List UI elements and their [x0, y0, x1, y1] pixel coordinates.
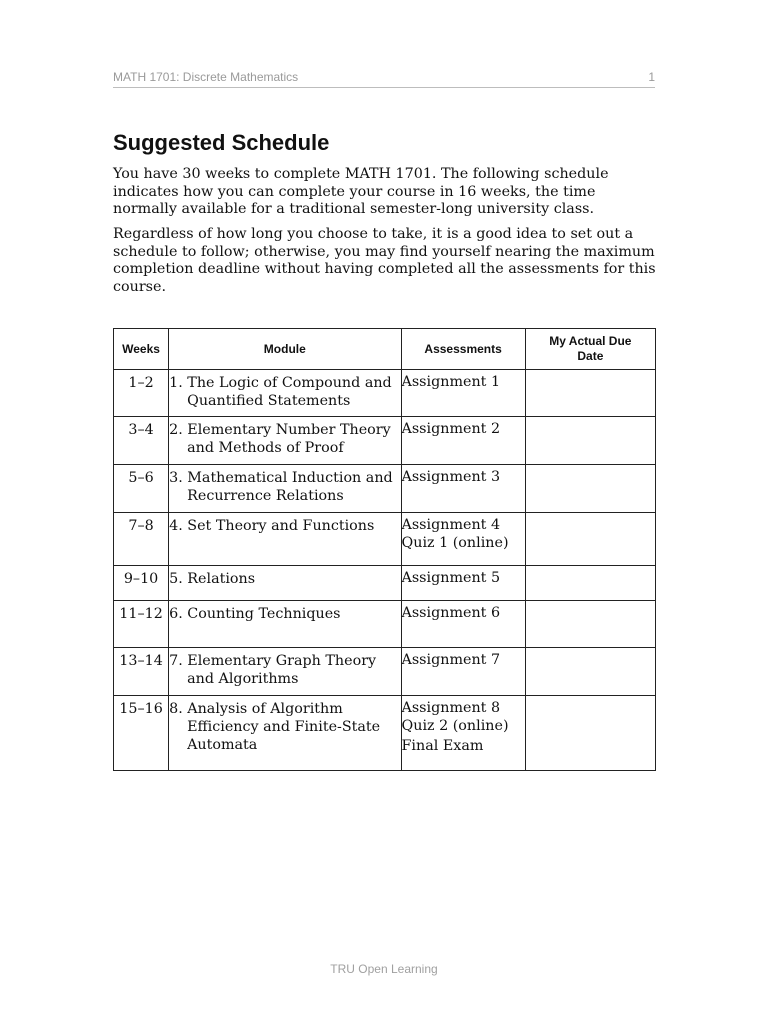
- module-cell: [169, 566, 401, 601]
- weeks-cell: 3–4: [114, 417, 169, 465]
- page-footer: TRU Open Learning: [330, 962, 438, 976]
- assessment-item: Assignment 4: [401, 517, 501, 533]
- schedule-table: [113, 328, 656, 771]
- assessment-item: Assignment 8: [401, 700, 501, 716]
- assessment-item: Assignment 2: [401, 421, 501, 437]
- weeks-cell: 13–14: [114, 648, 169, 696]
- module-cell: [169, 370, 401, 417]
- assessments-cell: [401, 566, 525, 601]
- weeks-cell: 7–8: [114, 513, 169, 566]
- module-cell: [169, 417, 401, 465]
- due-date-cell[interactable]: [525, 648, 655, 696]
- module-cell: [169, 601, 401, 648]
- page-title: Suggested Schedule: [113, 130, 330, 155]
- due-date-cell[interactable]: [525, 601, 655, 648]
- module-cell: [169, 696, 401, 771]
- assessment-item: Assignment 1: [401, 374, 501, 390]
- module-name: 1. The Logic of Compound and Quantified Statements: [169, 375, 392, 409]
- assessments-cell: [401, 465, 525, 513]
- due-date-cell[interactable]: [525, 417, 655, 465]
- module-name: 4. Set Theory and Functions: [169, 518, 375, 534]
- header-weeks: Weeks: [114, 329, 169, 370]
- assessment-item: Quiz 2 (online): [401, 718, 509, 734]
- module-name: 3. Mathematical Induction and Recurrence Relations: [169, 470, 393, 504]
- assessments-cell: [401, 601, 525, 648]
- due-date-cell[interactable]: [525, 513, 655, 566]
- assessments-cell: [401, 696, 525, 771]
- module-cell: [169, 513, 401, 566]
- assessment-item: Final Exam: [401, 738, 484, 754]
- course-title: MATH 1701: Discrete Mathematics: [113, 70, 299, 84]
- module-name: 6. Counting Techniques: [169, 606, 341, 622]
- table-row: [114, 465, 656, 513]
- table-row: [114, 696, 656, 771]
- intro-paragraph: You have 30 weeks to complete MATH 1701. The following schedule indicates how you can complete your course in 16 weeks, the time normally available for a traditional semester-long university class.: [113, 166, 609, 217]
- assessment-item: Assignment 7: [401, 652, 501, 668]
- assessment-item: Assignment 6: [401, 605, 501, 621]
- module-cell: [169, 648, 401, 696]
- table-row: [114, 566, 656, 601]
- assessments-cell: [401, 417, 525, 465]
- due-date-cell[interactable]: [525, 696, 655, 771]
- module-name: 5. Relations: [169, 571, 256, 587]
- assessment-item: Assignment 3: [401, 469, 501, 485]
- assessment-item: Assignment 5: [401, 570, 501, 586]
- weeks-cell: 5–6: [114, 465, 169, 513]
- weeks-cell: 11–12: [114, 601, 169, 648]
- table-row: [114, 601, 656, 648]
- table-row: [114, 417, 656, 465]
- header-module: Module: [169, 329, 401, 370]
- table-row: [114, 513, 656, 566]
- module-name: 8. Analysis of Algorithm Efficiency and Finite-State Automata: [169, 701, 381, 753]
- module-cell: [169, 465, 401, 513]
- assessments-cell: [401, 648, 525, 696]
- due-date-cell[interactable]: [525, 566, 655, 601]
- assessments-cell: [401, 370, 525, 417]
- weeks-cell: 9–10: [114, 566, 169, 601]
- header-due-date: My Actual Due Date: [525, 329, 655, 370]
- weeks-cell: 1–2: [114, 370, 169, 417]
- page-header: [113, 69, 655, 88]
- table-header-row: [114, 329, 656, 370]
- due-date-cell[interactable]: [525, 370, 655, 417]
- table-row: [114, 370, 656, 417]
- due-date-cell[interactable]: [525, 465, 655, 513]
- table-row: [114, 648, 656, 696]
- advice-paragraph: Regardless of how long you choose to take, it is a good idea to set out a schedule to follow; otherwise, you may find yourself nearing the maximum completion deadline without having completed all the assessments for this course.: [113, 226, 656, 295]
- module-name: 2. Elementary Number Theory and Methods of Proof: [169, 422, 391, 456]
- assessments-cell: [401, 513, 525, 566]
- weeks-cell: 15–16: [114, 696, 169, 771]
- page-number: 1: [648, 70, 655, 84]
- module-name: 7. Elementary Graph Theory and Algorithms: [169, 653, 377, 687]
- assessment-item: Quiz 1 (online): [401, 535, 509, 551]
- header-assessments: Assessments: [401, 329, 525, 370]
